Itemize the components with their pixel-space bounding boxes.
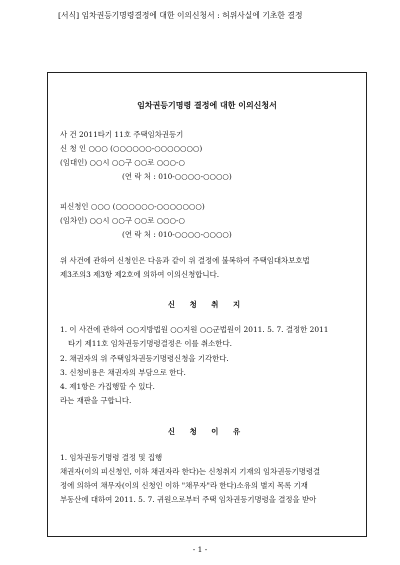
header-title: [서식] 임차권등기명령결정에 대한 이의신청서 : 허위사실에 기초한 결정	[58, 11, 303, 20]
respondent-name: 피신청인 ○○○ (○○○○○○-○○○○○○○)	[60, 202, 205, 211]
respondent-address: (임차인) ○○시 ○○구 ○○로 ○○○-○	[60, 216, 185, 225]
case-line: 사 건 2011타기 11호 주택임차권등기	[60, 130, 184, 139]
applicant-name: 신 청 인 ○○○ (○○○○○○-○○○○○○○)	[60, 144, 203, 153]
purpose-item-4: 4. 제1항은 가집행할 수 있다.	[60, 382, 155, 391]
respondent-phone: (연 락 처 : 010-○○○○-○○○○)	[122, 230, 232, 239]
purpose-item-2: 2. 채권자의 위 주택임차권등기명령신청을 기각한다.	[60, 354, 229, 363]
reason-heading: 신 청 이 유	[167, 427, 247, 436]
purpose-item-1a: 1. 이 사건에 관하여 ○○지방법원 ○○지원 ○○군법원이 2011. 5. 7. 결정한 2011	[60, 325, 329, 334]
intro-line-1: 위 사건에 관하여 신청인은 다음과 같이 위 결정에 불복하여 주택임대차보호법	[60, 256, 310, 265]
reason-paragraph-line-1: 채권자(이의 피신청인, 이하 채권자라 한다)는 신청취지 기재의 임차권등기명령결	[60, 467, 321, 476]
purpose-closing: 라는 재판을 구합니다.	[60, 396, 132, 405]
reason-paragraph-line-3: 부동산에 대하여 2011. 5. 7. 귀원으로부터 주택 임차권등기명령을 결정을 받아	[60, 495, 317, 504]
page-number: - 1 -	[192, 545, 208, 554]
document-body	[47, 72, 367, 537]
purpose-heading: 신 청 취 지	[167, 300, 247, 309]
intro-line-2: 제3조의3 제3항 제2호에 의하여 이의신청합니다.	[60, 270, 220, 279]
applicant-phone: (연 락 처 : 010-○○○○-○○○○)	[122, 172, 232, 181]
purpose-item-3: 3. 신청비용은 채권자의 부담으로 한다.	[60, 368, 186, 377]
reason-item-1: 1. 임차권등기명령 결정 및 집행	[60, 453, 163, 462]
document-title: 임차권등기명령 결정에 대한 이의신청서	[137, 100, 277, 110]
applicant-address: (임대인) ○○시 ○○구 ○○로 ○○○-○	[60, 158, 185, 167]
purpose-item-1b: 타기 제11호 임차권등기명령결정은 이를 취소한다.	[68, 339, 232, 348]
reason-paragraph-line-2: 정에 의하여 채무자(이의 신청인 이하 "채무자"라 한다)소유의 별지 목록 기재	[60, 481, 308, 490]
